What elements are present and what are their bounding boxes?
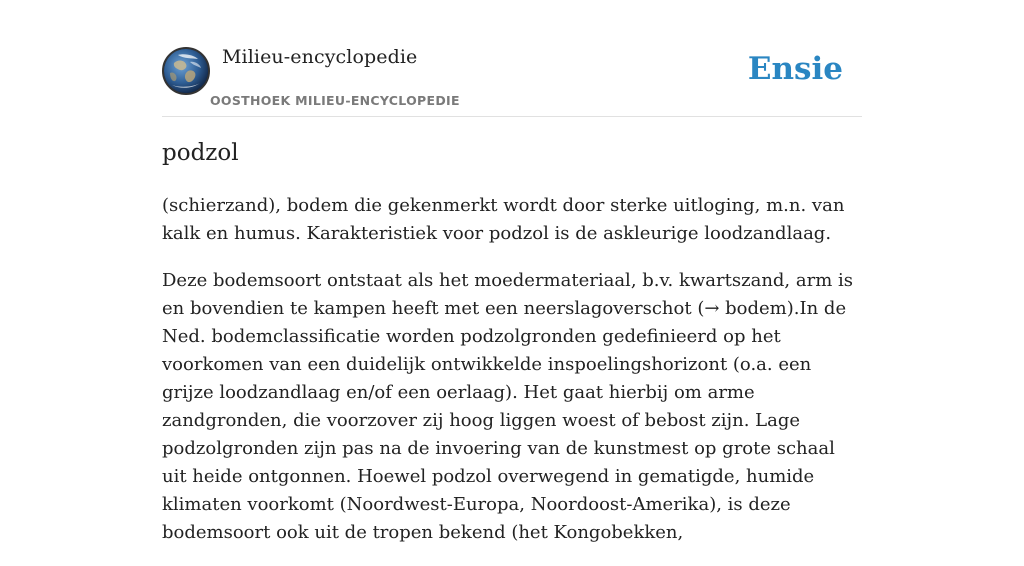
- site-subtitle[interactable]: OOSTHOEK MILIEU-ENCYCLOPEDIE: [210, 93, 460, 108]
- site-header: [162, 0, 862, 117]
- entry-body: [162, 192, 864, 566]
- paragraph-text: Deze bodemsoort ontstaat als het moedermateriaal, b.v. kwartszand, arm is en bovendien te kampen heeft met een neerslagoverschot (: [162, 270, 853, 319]
- entry-title: podzol: [162, 140, 239, 166]
- paragraph-text: ).In de Ned. bodemclassificatie worden podzolgronden gedefinieerd op het voorkomen van een duidelijk ontwikkelde inspoelingshorizont (o.a. een grijze loodzandlaag en/of een oerlaag). Het gaat hierbij om arme zandgronden, die voorzover zij hoog liggen woest of bebost zijn. Lage podzolgronden zijn pas na de invoering van de kunstmest op grote schaal uit heide ontgonnen. Hoewel podzol overwegend in gematigde, humide klimaten voorkomt (Noordwest-Europa, Noordoost-Amerika), is deze bodemsoort ook uit de tropen bekend (het Kongobekken,: [162, 298, 847, 543]
- entry-paragraph: (schierzand), bodem die gekenmerkt wordt door sterke uitloging, m.n. van kalk en humus. Karakteristiek voor podzol is de askleurige loodzandlaag.: [162, 195, 845, 244]
- brand-logo-link[interactable]: Ensie: [747, 51, 843, 87]
- page: [162, 0, 862, 543]
- site-title[interactable]: Milieu-encyclopedie: [222, 46, 418, 68]
- entry-paragraph: [162, 267, 864, 547]
- cross-reference-link[interactable]: → bodem: [704, 298, 787, 319]
- earth-globe-icon[interactable]: [162, 47, 210, 95]
